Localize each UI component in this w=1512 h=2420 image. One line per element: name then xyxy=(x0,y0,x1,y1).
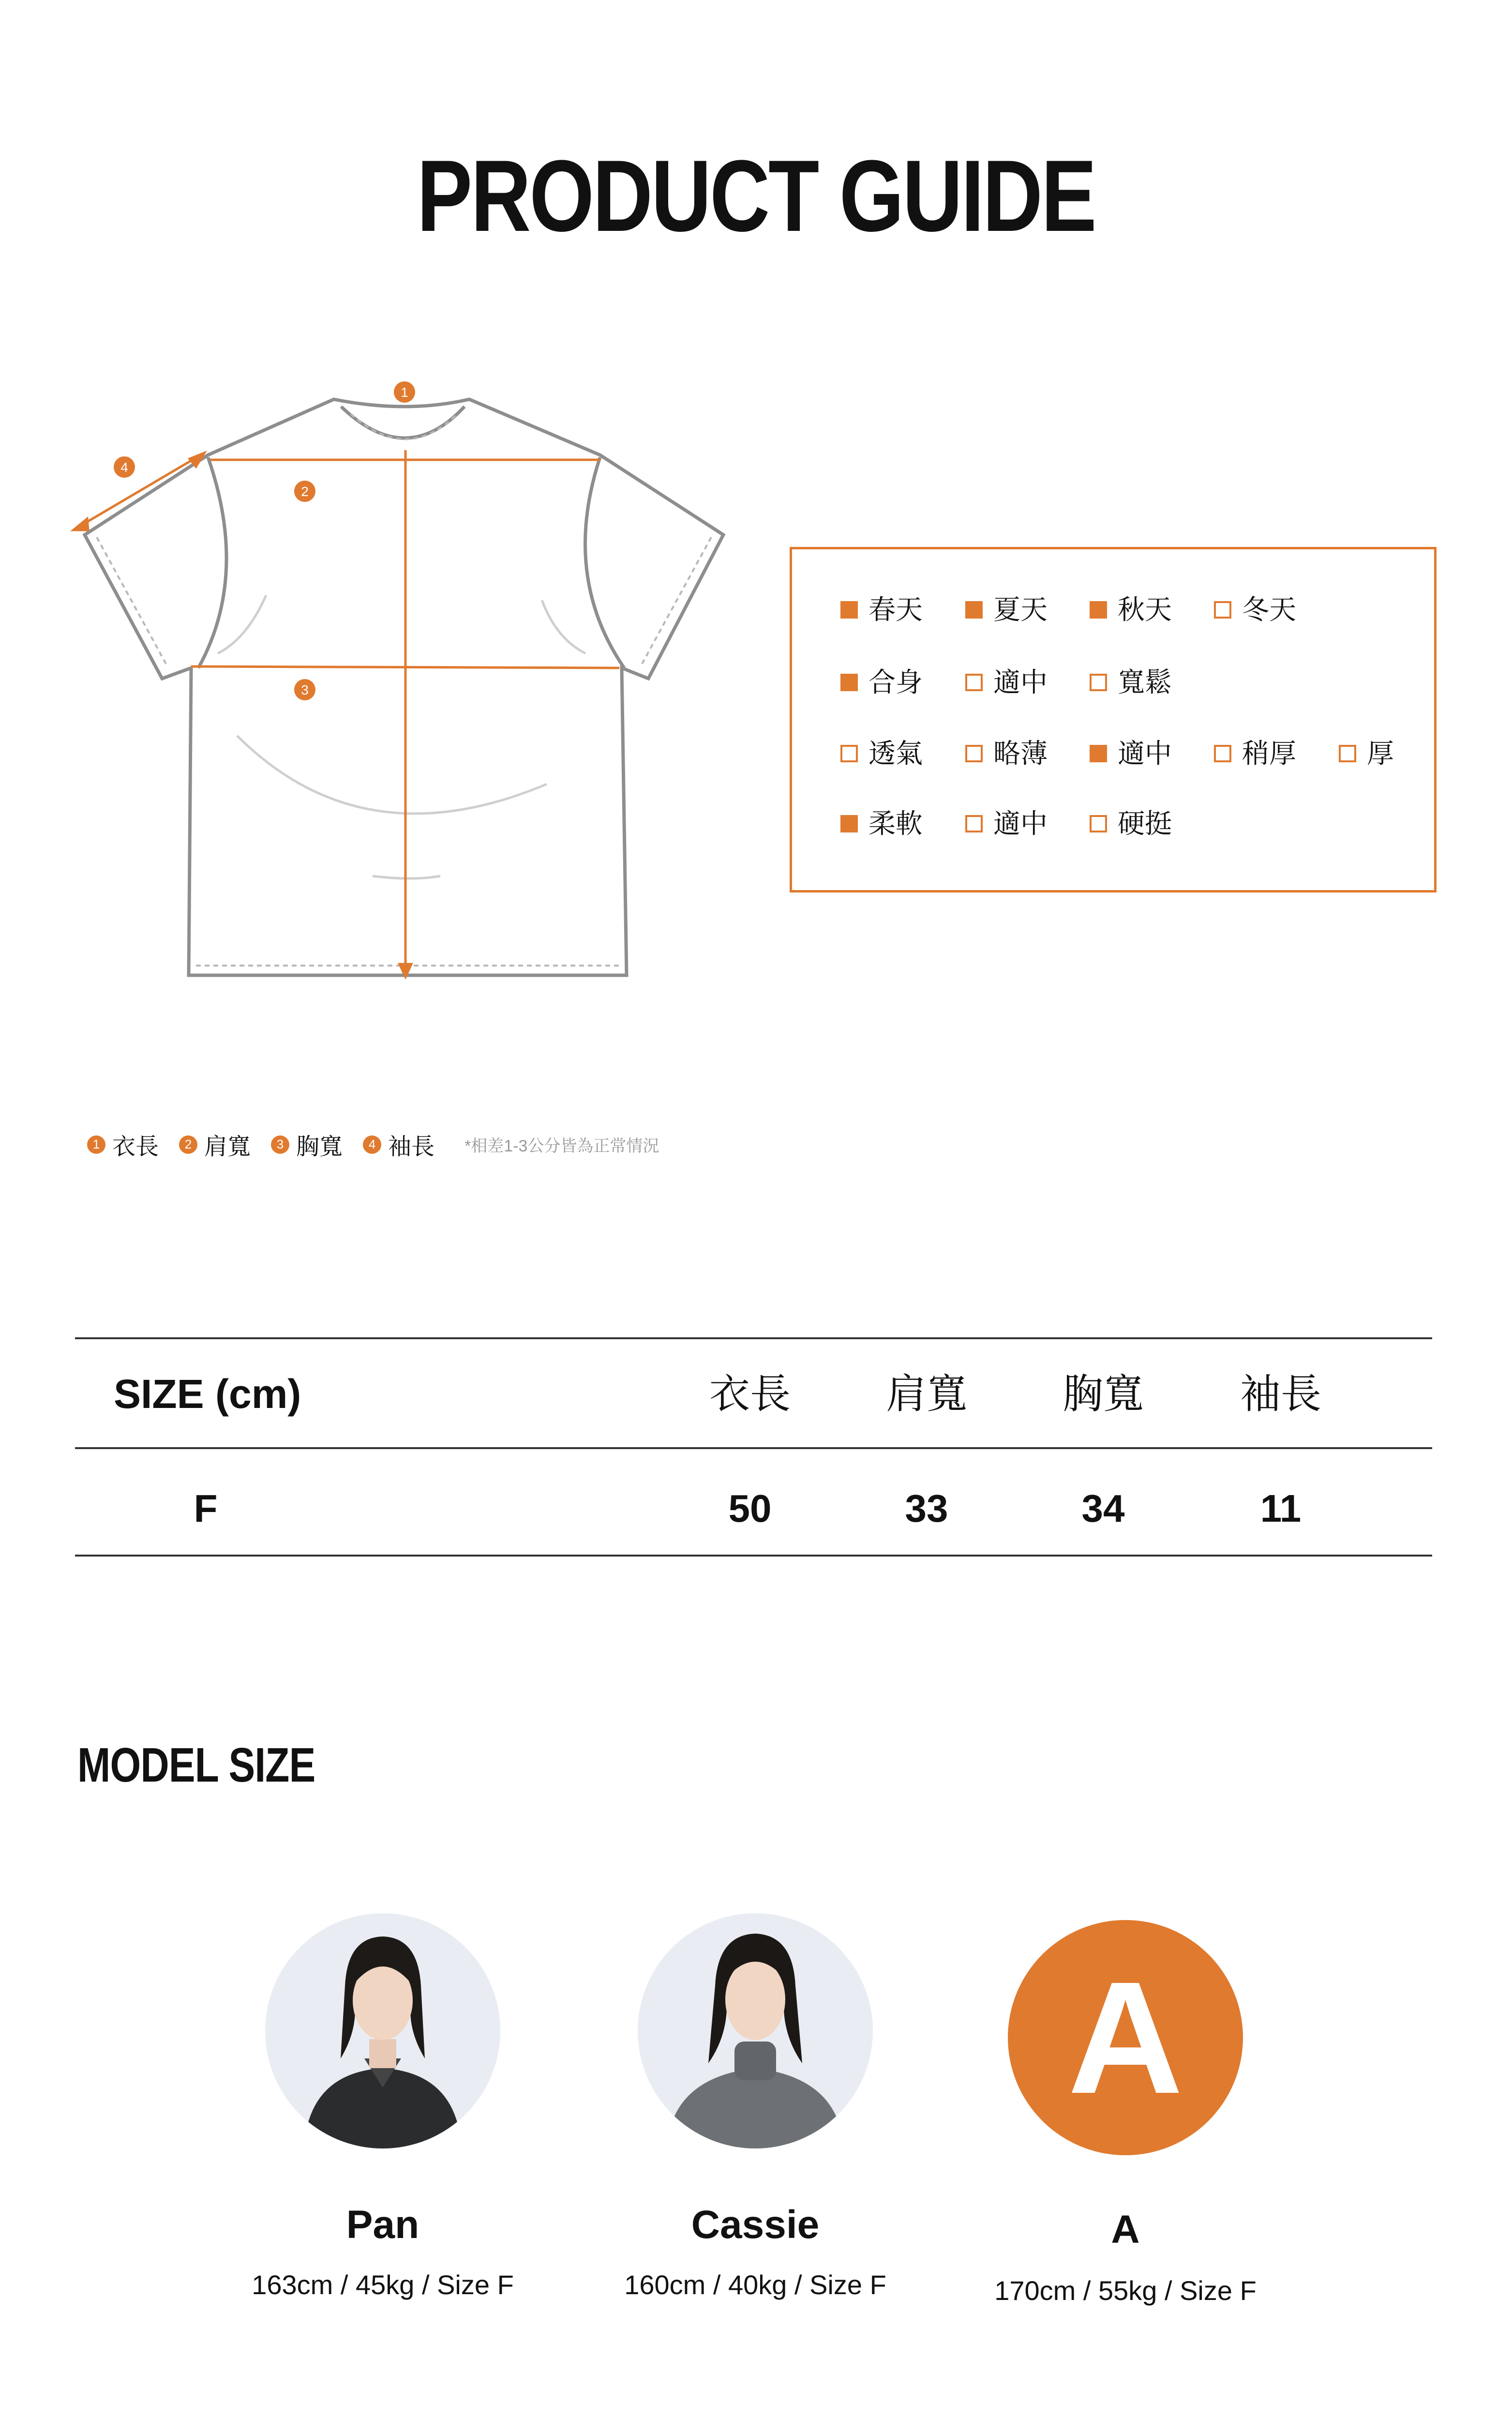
feature-label: 合身 xyxy=(868,667,923,697)
page-title: PRODUCT GUIDE xyxy=(417,139,1095,253)
feature-option xyxy=(840,809,923,838)
svg-text:3: 3 xyxy=(301,682,309,697)
feature-label: 冬天 xyxy=(1242,594,1296,625)
feature-option xyxy=(965,809,1048,838)
svg-text:2: 2 xyxy=(301,484,309,499)
legend-label: 胸寬 xyxy=(296,1134,343,1160)
tshirt-outline xyxy=(85,399,723,975)
unchecked-box-icon xyxy=(1214,745,1231,762)
tshirt-measurement-diagram xyxy=(63,368,740,997)
marker-4 xyxy=(114,456,135,478)
feature-option xyxy=(1090,668,1172,697)
model-avatar-pan xyxy=(265,1913,500,2148)
table-top-rule xyxy=(75,1337,1432,1339)
feature-label: 硬挺 xyxy=(1118,808,1172,839)
checked-box-icon xyxy=(840,674,858,691)
model-name: Pan xyxy=(346,2203,419,2247)
legend-item-sleeve xyxy=(363,1128,434,1161)
feature-option xyxy=(965,668,1048,697)
legend-number: 4 xyxy=(363,1135,381,1154)
feature-label: 春天 xyxy=(868,594,923,625)
feature-label: 適中 xyxy=(993,667,1048,697)
legend-number: 3 xyxy=(271,1135,289,1154)
size-cell: F xyxy=(194,1487,218,1530)
feature-option xyxy=(965,595,1048,624)
table-bottom-rule xyxy=(75,1555,1432,1557)
unchecked-box-icon xyxy=(965,745,983,762)
model-avatar-cassie xyxy=(638,1913,873,2148)
checked-box-icon xyxy=(1090,745,1107,762)
legend-label: 衣長 xyxy=(112,1134,159,1160)
legend-label: 肩寬 xyxy=(204,1134,251,1160)
unchecked-box-icon xyxy=(965,815,983,832)
value-chest: 34 xyxy=(1081,1487,1125,1530)
feature-label: 夏天 xyxy=(993,594,1048,625)
legend-item-length xyxy=(87,1128,159,1161)
unchecked-box-icon xyxy=(1090,674,1107,691)
legend-number: 2 xyxy=(179,1135,197,1154)
value-shoulder: 33 xyxy=(905,1487,948,1530)
column-header-length: 衣長 xyxy=(709,1371,791,1417)
marker-3 xyxy=(294,679,315,700)
legend-label: 袖長 xyxy=(388,1134,435,1160)
feature-option xyxy=(1214,595,1296,624)
checked-box-icon xyxy=(1090,601,1107,619)
feature-label: 厚 xyxy=(1367,738,1394,769)
value-sleeve: 11 xyxy=(1260,1487,1302,1530)
checked-box-icon xyxy=(840,815,858,832)
feature-option xyxy=(1214,739,1296,768)
feature-option xyxy=(1090,739,1172,768)
value-length: 50 xyxy=(728,1487,772,1530)
feature-label: 略薄 xyxy=(993,738,1048,769)
feature-option xyxy=(1090,809,1172,838)
column-header-sleeve: 袖長 xyxy=(1240,1371,1321,1417)
model-stats: 170cm / 55kg / Size F xyxy=(994,2275,1257,2306)
marker-1 xyxy=(394,381,415,403)
model-name: A xyxy=(1111,2208,1140,2252)
feature-option xyxy=(1090,595,1172,624)
feature-label: 秋天 xyxy=(1118,594,1172,625)
fabric-features-box xyxy=(790,547,1437,892)
legend-item-shoulder xyxy=(179,1128,251,1161)
checked-box-icon xyxy=(840,601,858,619)
unchecked-box-icon xyxy=(1339,745,1356,762)
unchecked-box-icon xyxy=(1214,601,1231,619)
feature-option xyxy=(965,739,1048,768)
feature-label: 稍厚 xyxy=(1242,738,1296,769)
column-header-shoulder: 肩寬 xyxy=(885,1371,967,1417)
legend-item-chest xyxy=(271,1128,343,1161)
model-stats: 163cm / 45kg / Size F xyxy=(252,2269,514,2300)
table-mid-rule xyxy=(75,1447,1432,1449)
unchecked-box-icon xyxy=(965,674,983,691)
unchecked-box-icon xyxy=(840,745,858,762)
feature-label: 適中 xyxy=(1118,738,1172,769)
feature-label: 寬鬆 xyxy=(1118,667,1172,697)
feature-option xyxy=(1339,739,1394,768)
svg-text:1: 1 xyxy=(401,385,408,400)
feature-label: 柔軟 xyxy=(868,808,923,839)
model-name: Cassie xyxy=(691,2203,820,2247)
model-avatar-a xyxy=(1008,1920,1243,2155)
feature-option xyxy=(840,595,923,624)
legend-number: 1 xyxy=(87,1135,105,1154)
feature-label: 透氣 xyxy=(868,738,923,769)
svg-text:4: 4 xyxy=(120,460,128,475)
feature-option xyxy=(840,739,923,768)
checked-box-icon xyxy=(965,601,983,619)
feature-option xyxy=(840,668,923,697)
size-header-label: SIZE (cm) xyxy=(114,1371,301,1417)
marker-2 xyxy=(294,481,315,502)
feature-label: 適中 xyxy=(993,808,1048,839)
model-stats: 160cm / 40kg / Size F xyxy=(624,2269,886,2300)
model-size-title: MODEL SIZE xyxy=(77,1738,315,1792)
column-header-chest: 胸寬 xyxy=(1062,1371,1144,1417)
avatar-letter: A xyxy=(1067,1948,1183,2127)
measurement-legend xyxy=(87,1128,659,1161)
unchecked-box-icon xyxy=(1090,815,1107,832)
sleeve-length-line xyxy=(77,455,201,528)
tolerance-note: *相差1-3公分皆為正常情況 xyxy=(464,1137,659,1155)
